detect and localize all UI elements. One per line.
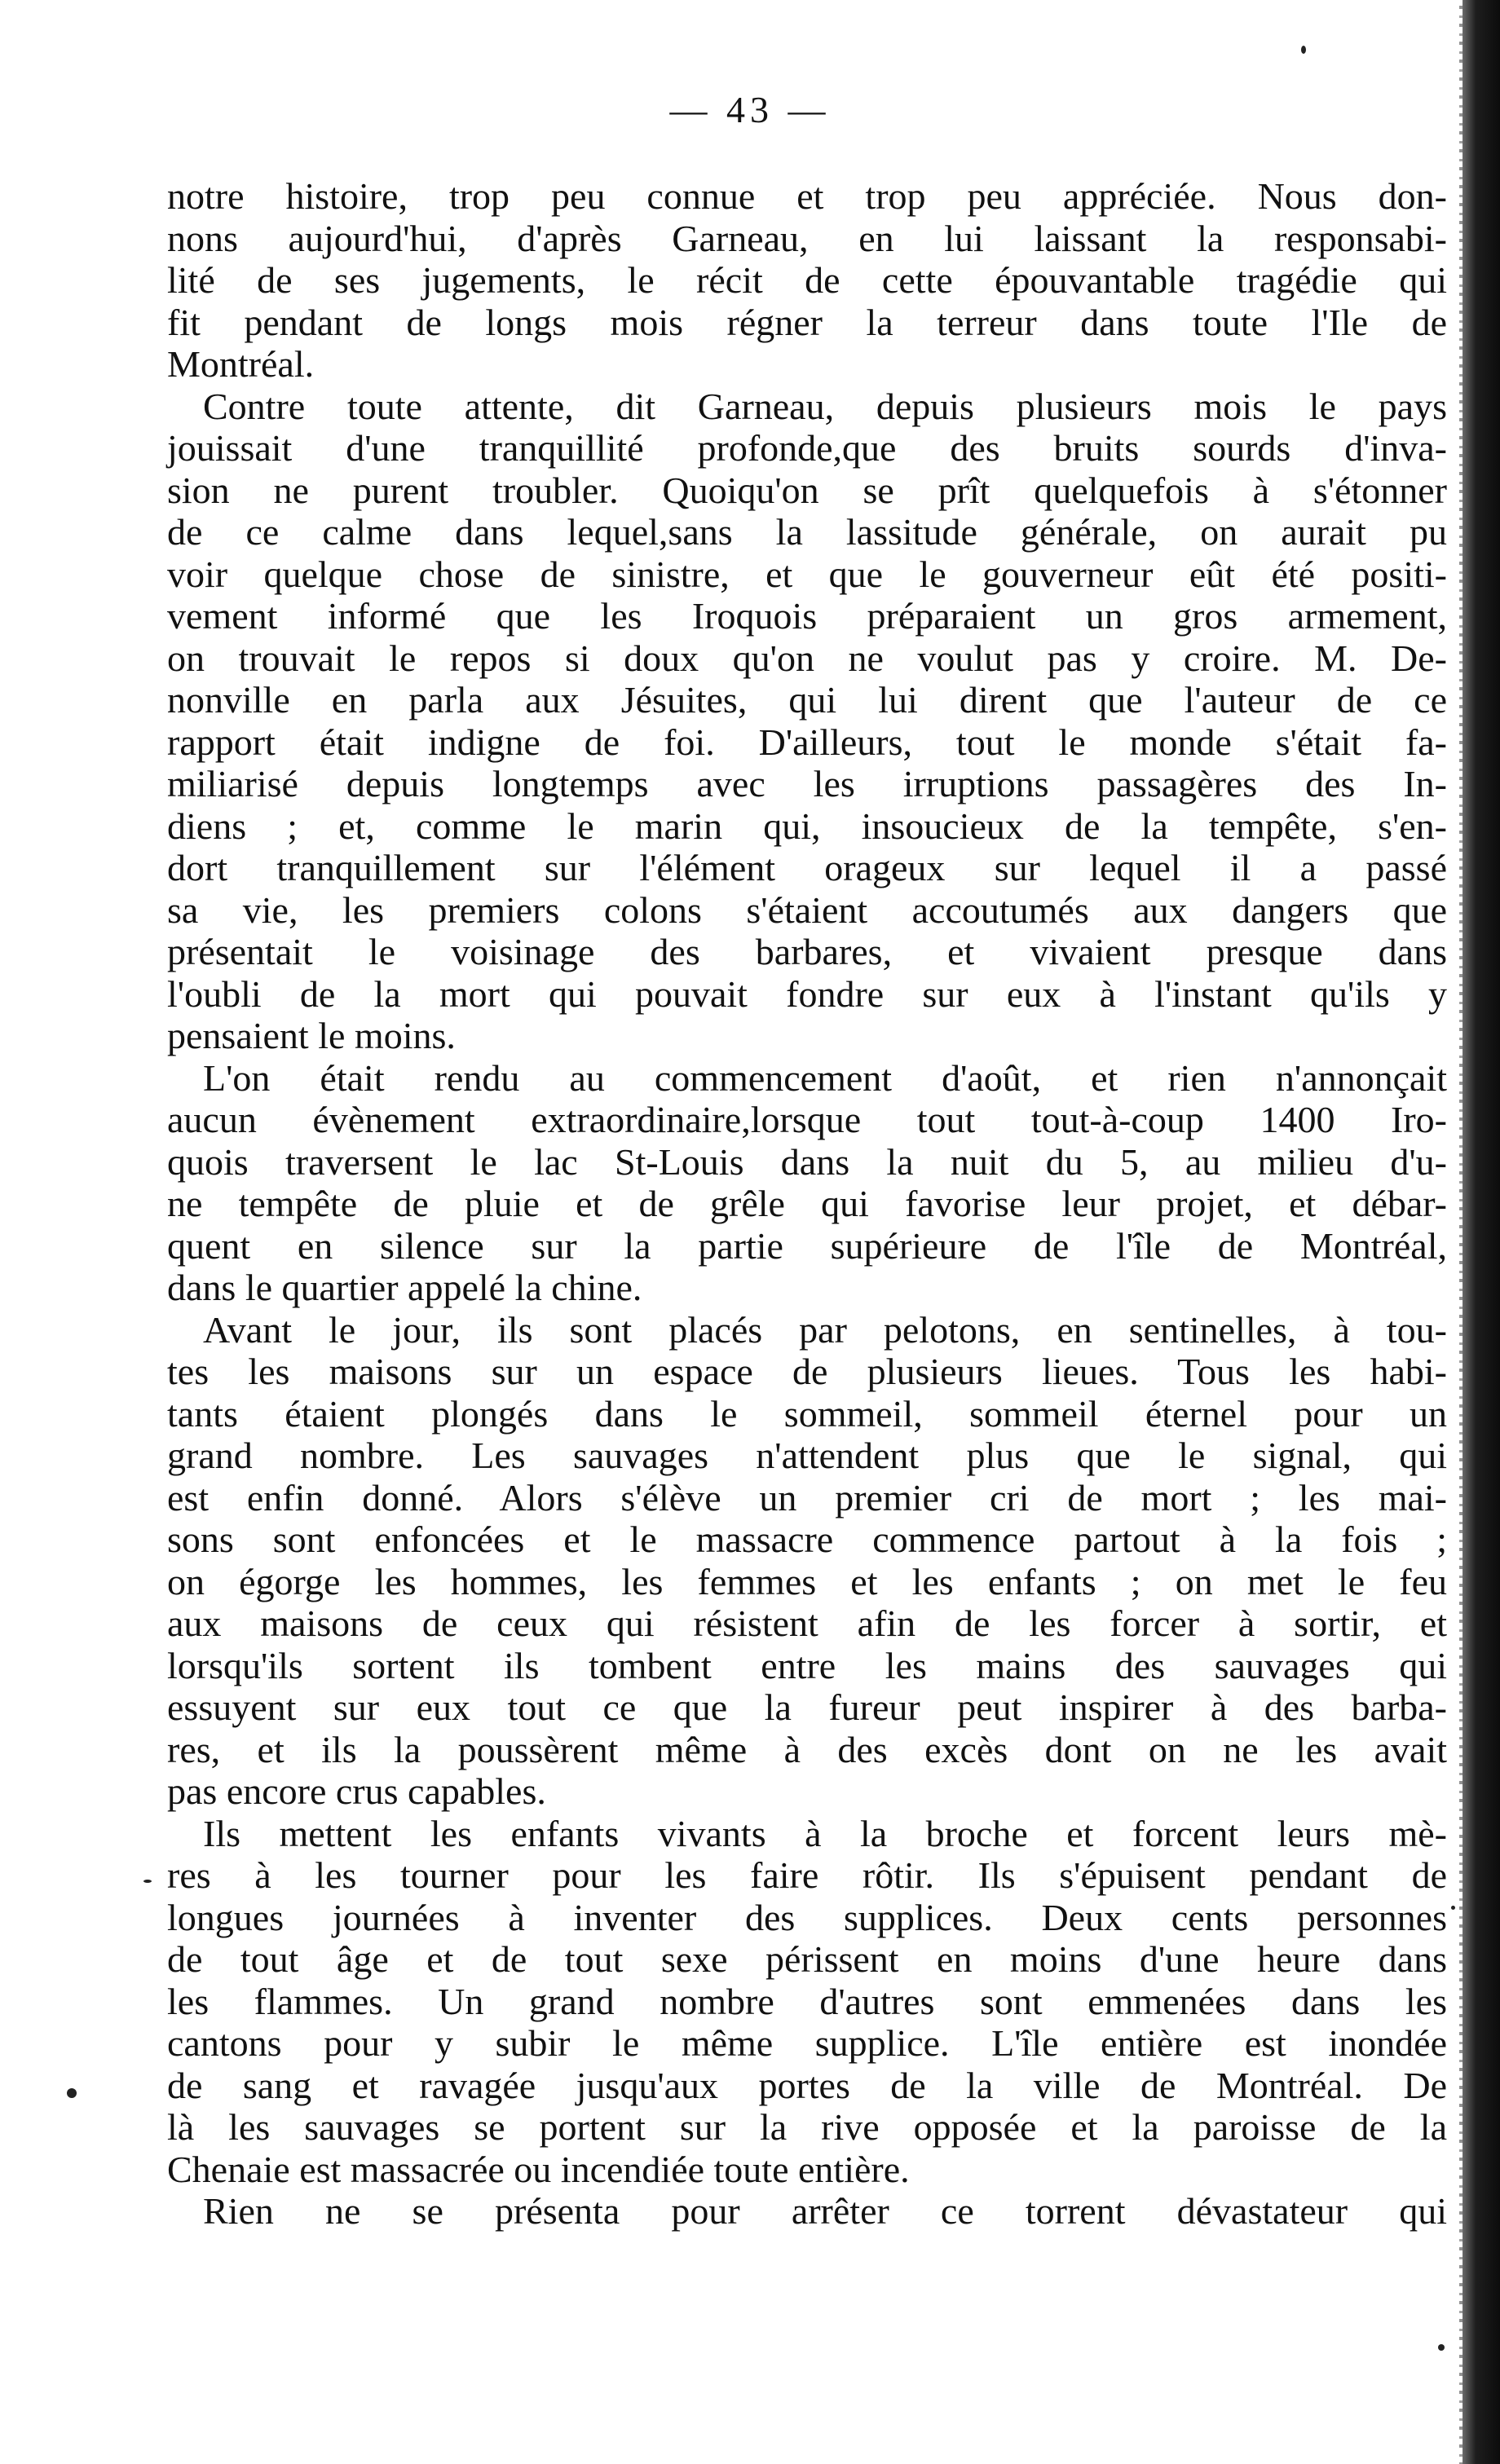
- ink-speck: [1301, 46, 1306, 54]
- text-line: présentait le voisinage des barbares, et vivaient presque dans: [167, 931, 1447, 972]
- text-line: sa vie, les premiers colons s'étaient accoutumés aux dangers que: [167, 888, 1447, 931]
- paragraph-first-line: Avant le jour, ils sont placés par pelotons, en sentinelles, à tou-: [203, 1308, 1447, 1351]
- text-line: est enfin donné. Alors s'élève un premier cri de mort ; les mai-: [167, 1476, 1447, 1519]
- text-line: voir quelque chose de sinistre, et que le gouverneur eût été positi-: [167, 553, 1447, 595]
- ink-speck: [67, 2088, 77, 2098]
- text-line: là les sauvages se portent sur la rive opposée et la paroisse de la: [167, 2106, 1447, 2148]
- text-line: longues journées à inventer des supplices. Deux cents personnes: [167, 1896, 1447, 1938]
- paragraph-first-line: L'on était rendu au commencement d'août, et rien n'annonçait: [203, 1056, 1447, 1099]
- text-line: on trouvait le repos si doux qu'on ne voulut pas y croire. M. De-: [167, 637, 1447, 679]
- text-line: quent en silence sur la partie supérieure de l'île de Montréal,: [167, 1224, 1447, 1267]
- text-line: res à les tourner pour les faire rôtir. Ils s'épuisent pendant de: [167, 1854, 1447, 1896]
- text-line: dans le quartier appelé la chine.: [167, 1267, 642, 1308]
- text-line: notre histoire, trop peu connue et trop peu appréciée. Nous don-: [167, 175, 1447, 217]
- text-line: de sang et ravagée jusqu'aux portes de la ville de Montréal. De: [167, 2064, 1447, 2106]
- paragraph-first-line: Rien ne se présenta pour arrêter ce torrent dévastateur qui: [203, 2190, 1447, 2232]
- text-line: nonville en parla aux Jésuites, qui lui dirent que l'auteur de ce: [167, 679, 1447, 721]
- text-line: vement informé que les Iroquois préparaient un gros armement,: [167, 595, 1447, 637]
- text-line: aux maisons de ceux qui résistent afin de les forcer à sortir, et: [167, 1602, 1447, 1644]
- text-line: cantons pour y subir le même supplice. L'île entière est inondée: [167, 2022, 1447, 2064]
- text-line: miliarisé depuis longtemps avec les irruptions passagères des In-: [167, 763, 1447, 804]
- text-line: sons sont enfoncées et le massacre commence partout à la fois ;: [167, 1519, 1447, 1560]
- text-line: aucun évènement extraordinaire,lorsque tout tout-à-coup 1400 Iro-: [167, 1099, 1447, 1140]
- text-line: diens ; et, comme le marin qui, insoucieux de la tempête, s'en-: [167, 804, 1447, 847]
- text-line: de tout âge et de tout sexe périssent en moins d'une heure dans: [167, 1938, 1447, 1980]
- text-line: tes les maisons sur un espace de plusieurs lieues. Tous les habi-: [167, 1351, 1447, 1392]
- text-line: sion ne purent troubler. Quoiqu'on se prît quelquefois à s'étonner: [167, 469, 1447, 511]
- paragraph-first-line: Ils mettent les enfants vivants à la broche et forcent leurs mè-: [203, 1812, 1447, 1854]
- text-line: ne tempête de pluie et de grêle qui favorise leur projet, et débar-: [167, 1183, 1447, 1224]
- text-line: les flammes. Un grand nombre d'autres sont emmenées dans les: [167, 1980, 1447, 2022]
- text-line: on égorge les hommes, les femmes et les enfants ; on met le feu: [167, 1560, 1447, 1602]
- text-line: rapport était indigne de foi. D'ailleurs, tout le monde s'était fa-: [167, 721, 1447, 763]
- text-line: res, et ils la poussèrent même à des excès dont on ne les avait: [167, 1728, 1447, 1770]
- text-line: quois traversent le lac St-Louis dans la nuit du 5, au milieu d'u-: [167, 1140, 1447, 1183]
- text-line: l'oubli de la mort qui pouvait fondre sur eux à l'instant qu'ils y: [167, 972, 1447, 1015]
- ink-speck: [1451, 1906, 1455, 1910]
- text-line: pensaient le moins.: [167, 1015, 456, 1056]
- ink-speck: [143, 1880, 152, 1883]
- paragraph-first-line: Contre toute attente, dit Garneau, depuis plusieurs mois le pays: [203, 385, 1447, 427]
- text-line: tants étaient plongés dans le sommeil, sommeil éternel pour un: [167, 1392, 1447, 1435]
- text-line: fit pendant de longs mois régner la terreur dans toute l'Ile de: [167, 301, 1447, 343]
- body-text: [167, 175, 1447, 2233]
- text-line: grand nombre. Les sauvages n'attendent plus que le signal, qui: [167, 1435, 1447, 1476]
- text-line: dort tranquillement sur l'élément orageux sur lequel il a passé: [167, 847, 1447, 888]
- ink-speck: [1438, 2344, 1445, 2351]
- text-line: de ce calme dans lequel,sans la lassitude générale, on aurait pu: [167, 511, 1447, 553]
- text-line: Chenaie est massacrée ou incendiée toute entière.: [167, 2148, 910, 2190]
- text-line: Montréal.: [167, 343, 315, 385]
- page-number: — 43 —: [669, 89, 831, 130]
- scan-dark-edge: [1462, 0, 1500, 2464]
- text-line: lité de ses jugements, le récit de cette épouvantable tragédie qui: [167, 259, 1447, 301]
- text-line: essuyent sur eux tout ce que la fureur peut inspirer à des barba-: [167, 1686, 1447, 1728]
- text-line: nons aujourd'hui, d'après Garneau, en lui laissant la responsabi-: [167, 217, 1447, 259]
- text-line: jouissait d'une tranquillité profonde,que des bruits sourds d'inva-: [167, 427, 1447, 469]
- text-line: pas encore crus capables.: [167, 1770, 546, 1812]
- text-line: lorsqu'ils sortent ils tombent entre les mains des sauvages qui: [167, 1644, 1447, 1686]
